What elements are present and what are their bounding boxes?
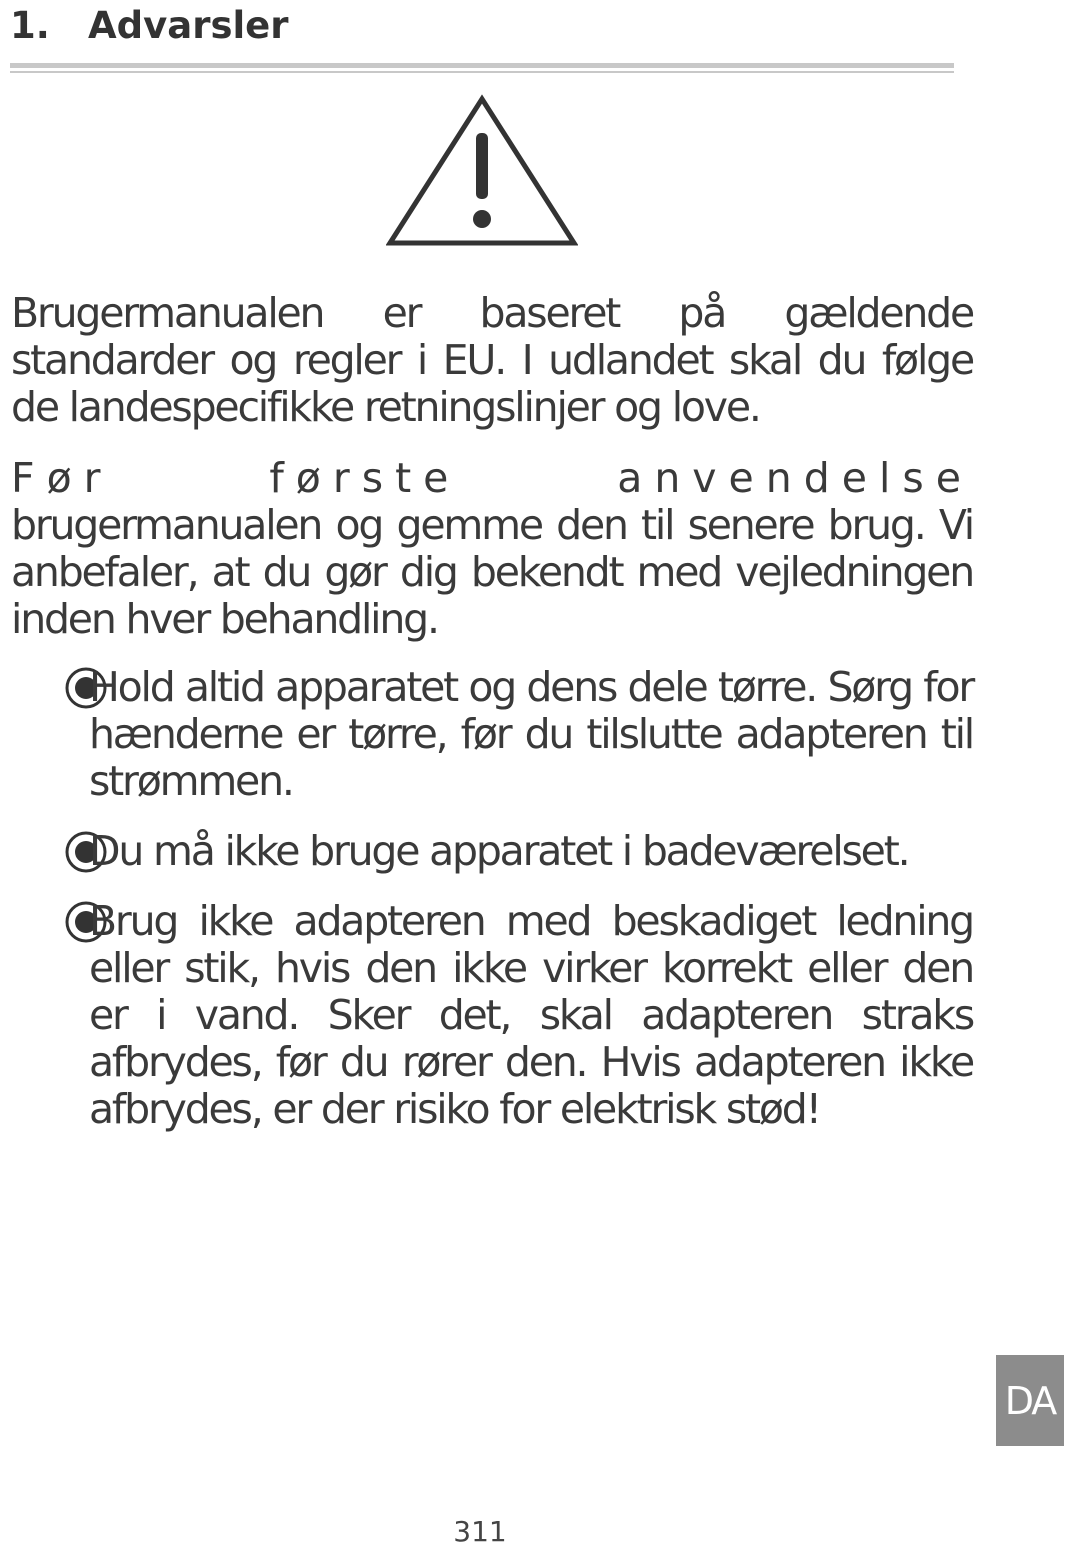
language-badge: DA (996, 1355, 1064, 1446)
warning-item: Hold altid apparatet og dens dele tørre. Sørg for hænderne er tørre, før du tilslutte adapteren til strømmen. (89, 663, 973, 805)
warning-triangle-icon (386, 93, 578, 247)
heading-rule-thin (10, 71, 954, 73)
warning-item: Du må ikke bruge apparatet i badeværelset. (89, 827, 909, 875)
heading-rule-thick (10, 63, 954, 68)
before-use-rest: brugermanualen og gemme den til senere brug. Vi anbefaler, at du gør dig bekendt med vejledningen inden hver behandling. (11, 501, 973, 643)
before-use-lead: Før første anvendelse (11, 454, 973, 502)
section-title: Advarsler (88, 4, 289, 47)
section-heading (10, 2, 289, 50)
page-number: 311 (453, 1515, 507, 1548)
section-number: 1. (10, 4, 50, 47)
warning-item: Brug ikke adapteren med beskadiget ledning eller stik, hvis den ikke virker korrekt eller den er i vand. Sker det, skal adapteren straks afbrydes, før du rører den. Hvis adapteren ikke afbrydes, er der risiko for elektrisk stød! (89, 897, 973, 1133)
before-use-paragraph (11, 455, 973, 643)
intro-paragraph: Brugermanualen er baseret på gældende standarder og regler i EU. I udlandet skal du følge de landespecifikke retningslinjer og love. (11, 289, 973, 431)
